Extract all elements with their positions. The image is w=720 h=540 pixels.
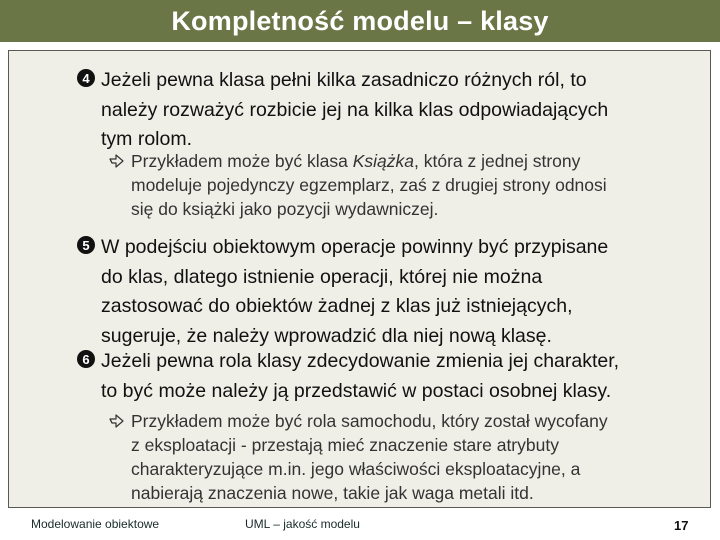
number-4-icon: 4 [77, 69, 95, 87]
sub-bullet-4-text: Przykładem może być klasa Książka, która z jednej strony modeluje pojedynczy egzemplarz, zaś z drugiej strony odnosi się do książki jako pozycji wydawniczej. [131, 151, 607, 219]
number-5-icon: 5 [77, 236, 95, 254]
sub-bullet-4 [108, 149, 607, 221]
hollow-arrow-icon [108, 410, 128, 430]
footer-center: UML – jakość modelu [245, 517, 360, 531]
bullet-4 [77, 66, 608, 155]
page-number: 17 [674, 518, 689, 533]
title-bar [0, 0, 720, 42]
book-term: Książka [352, 151, 415, 171]
number-6-icon: 6 [77, 350, 95, 368]
hollow-arrow-icon [108, 150, 128, 170]
bullet-6-text: Jeżeli pewna rola klasy zdecydowanie zmienia jej charakter, to być może należy ją przedstawić w postaci osobnej klasy. [101, 350, 620, 402]
sub-bullet-6-text: Przykładem może być rola samochodu, który został wycofany z eksploatacji - przestają mieć znaczenie stare atrybuty charakteryzujące m.in. jego właściwości eksploatacyjne, a nabierają znaczenia nowe, takie jak waga metali itd. [131, 411, 608, 503]
bullet-4-text: Jeżeli pewna klasa pełni kilka zasadniczo różnych ról, to należy rozważyć rozbicie jej na kilka klas odpowiadających tym rolom. [101, 69, 609, 150]
slide-title: Kompletność modelu – klasy [171, 5, 549, 36]
bullet-5 [77, 233, 608, 351]
footer-left: Modelowanie obiektowe [31, 517, 160, 531]
bullet-5-text: W podejściu obiektowym operacje powinny być przypisane do klas, dlatego istnienie operacji, której nie można zastosować do obiektów żadnej z klas już istniejących, sugeruje, że należy wprowadzić dla niej nową klasę. [101, 236, 609, 347]
sub-bullet-6 [108, 409, 608, 505]
bullet-6 [77, 347, 619, 406]
